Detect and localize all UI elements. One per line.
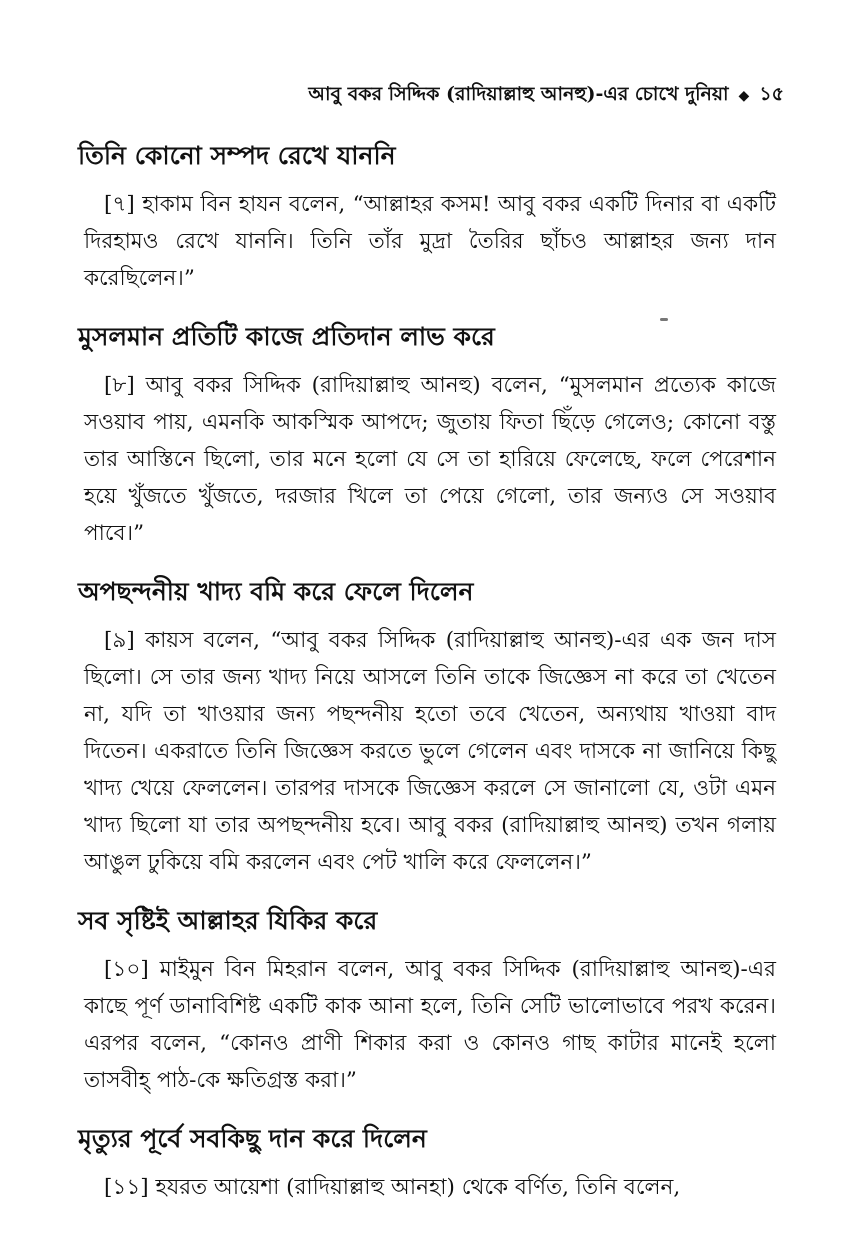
print-speck xyxy=(660,318,668,321)
paragraph-text: কায়স বলেন, “আবু বকর সিদ্দিক (রাদিয়াল্লাহু আনহু)-এর এক জন দাস ছিলো। সে তার জন্য খাদ্য নিয়ে আসলে তিনি তাকে জিজ্ঞেস না করে তা খেতেন না, যদি তা খাওয়ার জন্য পছন্দনীয় হতো তবে খেতেন, অন্যথায় খাওয়া বাদ দিতেন। একরাতে তিনি জিজ্ঞেস করতে ভুলে গেলেন এবং দাসকে না জানিয়ে কিছু খাদ্য খেয়ে ফেললেন। তারপর দাসকে জিজ্ঞেস করলে সে জানালো যে, ওটা এমন খাদ্য ছিলো যা তার অপছন্দনীয় হবে। আবু বকর (রাদিয়াল্লাহু আনহু) তখন গলায় আঙুল ঢুকিয়ে বমি করলেন এবং পেট খালি করে ফেললেন।” xyxy=(84,628,776,875)
section-heading: মৃত্যুর পূর্বে সবকিছু দান করে দিলেন xyxy=(78,1124,427,1153)
hadith-number: [৭] xyxy=(104,192,135,217)
running-title: আবু বকর সিদ্দিক (রাদিয়াল্লাহু আনহু)-এর চোখে দুনিয়া xyxy=(308,83,729,105)
section-heading: অপছন্দনীয় খাদ্য বমি করে ফেলে দিলেন xyxy=(78,577,474,606)
hadith-number: [৯] xyxy=(104,628,135,653)
section-11 xyxy=(78,1121,776,1206)
running-header xyxy=(84,78,784,114)
paragraph-text: মাইমুন বিন মিহরান বলেন, আবু বকর সিদ্দিক (রাদিয়াল্লাহু আনহু)-এর কাছে পূর্ণ ডানাবিশিষ্ট একটি কাক আনা হলে, তিনি সেটি ভালোভাবে পরখ করেন। এরপর বলেন, “কোনও প্রাণী শিকার করা ও কোনও গাছ কাটার মানেই হলো তাসবীহ্ পাঠ-কে ক্ষতিগ্রস্ত করা।” xyxy=(84,957,776,1093)
section-paragraph xyxy=(84,951,776,1099)
section-9 xyxy=(78,574,776,881)
section-heading: মুসলমান প্রতিটি কাজে প্রতিদান লাভ করে xyxy=(78,322,495,351)
hadith-number: [১০] xyxy=(104,957,149,982)
section-paragraph xyxy=(84,186,776,297)
hadith-number: [১১] xyxy=(104,1175,149,1200)
hadith-number: [৮] xyxy=(104,373,135,398)
section-heading: তিনি কোনো সম্পদ রেখে যাননি xyxy=(78,141,396,170)
section-8 xyxy=(78,319,776,552)
page-number: ১৫ xyxy=(759,83,784,105)
section-heading: সব সৃষ্টিই আল্লাহর যিকির করে xyxy=(78,906,378,935)
section-paragraph xyxy=(84,622,776,881)
section-paragraph xyxy=(84,1169,776,1206)
diamond-bullet-icon: ◆ xyxy=(738,88,750,104)
section-10 xyxy=(78,903,776,1099)
section-paragraph xyxy=(84,367,776,552)
paragraph-text: হযরত আয়েশা (রাদিয়াল্লাহু আনহা) থেকে বর্ণিত, তিনি বলেন, xyxy=(155,1175,681,1200)
paragraph-text: হাকাম বিন হাযন বলেন, “আল্লাহর কসম! আবু বকর একটি দিনার বা একটি দিরহামও রেখে যাননি। তিনি তাঁর মুদ্রা তৈরির ছাঁচও আল্লাহর জন্য দান করেছিলেন।” xyxy=(84,192,776,291)
section-7 xyxy=(78,138,776,297)
paragraph-text: আবু বকর সিদ্দিক (রাদিয়াল্লাহু আনহু) বলেন, “মুসলমান প্রত্যেক কাজে সওয়াব পায়, এমনকি আকস্মিক আপদে; জুতায় ফিতা ছিঁড়ে গেলেও; কোনো বস্তু তার আস্তিনে ছিলো, তার মনে হলো যে সে তা হারিয়ে ফেলেছে, ফলে পেরেশান হয়ে খুঁজতে খুঁজতে, দরজার খিলে তা পেয়ে গেলো, তার জন্যও সে সওয়াব পাবে।” xyxy=(84,373,776,546)
